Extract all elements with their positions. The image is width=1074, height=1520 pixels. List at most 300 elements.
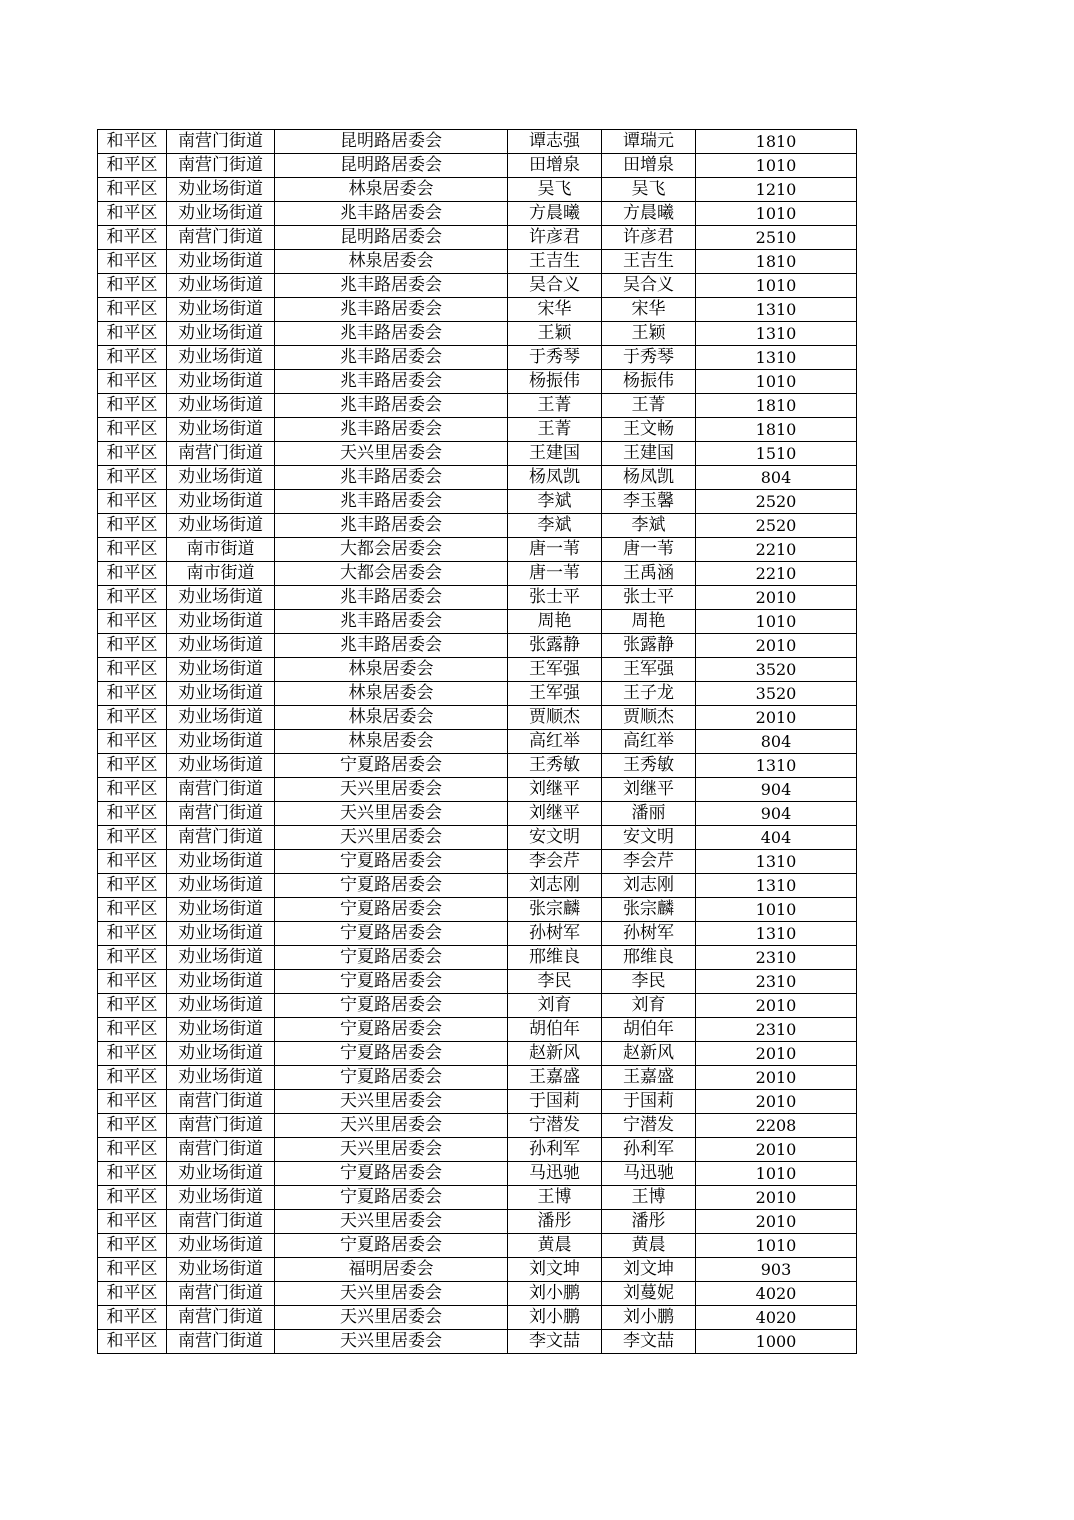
table-row [98, 1258, 857, 1282]
member-cell: 孙利军 [602, 1138, 696, 1162]
district-cell: 和平区 [98, 370, 167, 394]
applicant-cell: 王军强 [508, 682, 602, 706]
district-cell: 和平区 [98, 1066, 167, 1090]
member-cell: 刘继平 [602, 778, 696, 802]
applicant-cell: 吴合义 [508, 274, 602, 298]
member-cell: 刘蔓妮 [602, 1282, 696, 1306]
district-cell: 和平区 [98, 586, 167, 610]
district-cell: 和平区 [98, 298, 167, 322]
applicant-cell: 张宗麟 [508, 898, 602, 922]
applicant-cell: 唐一苇 [508, 538, 602, 562]
committee-cell: 宁夏路居委会 [275, 922, 508, 946]
table-row [98, 1066, 857, 1090]
number-cell: 1010 [696, 274, 857, 298]
committee-cell: 昆明路居委会 [275, 154, 508, 178]
subdistrict-cell: 劝业场街道 [167, 370, 275, 394]
committee-cell: 宁夏路居委会 [275, 994, 508, 1018]
committee-cell: 兆丰路居委会 [275, 394, 508, 418]
table-row [98, 1090, 857, 1114]
committee-cell: 宁夏路居委会 [275, 1066, 508, 1090]
table-row [98, 802, 857, 826]
district-cell: 和平区 [98, 802, 167, 826]
subdistrict-cell: 劝业场街道 [167, 418, 275, 442]
committee-cell: 天兴里居委会 [275, 1282, 508, 1306]
member-cell: 马迅驰 [602, 1162, 696, 1186]
member-cell: 宋华 [602, 298, 696, 322]
applicant-cell: 王菁 [508, 394, 602, 418]
applicant-cell: 王军强 [508, 658, 602, 682]
committee-cell: 兆丰路居委会 [275, 586, 508, 610]
table-row [98, 226, 857, 250]
applicant-cell: 李民 [508, 970, 602, 994]
applicant-cell: 黄晨 [508, 1234, 602, 1258]
member-cell: 张宗麟 [602, 898, 696, 922]
applicant-cell: 方晨曦 [508, 202, 602, 226]
number-cell: 2510 [696, 226, 857, 250]
table-row [98, 994, 857, 1018]
table-row [98, 370, 857, 394]
number-cell: 2520 [696, 490, 857, 514]
applicant-cell: 宋华 [508, 298, 602, 322]
committee-cell: 兆丰路居委会 [275, 634, 508, 658]
number-cell: 1510 [696, 442, 857, 466]
table-row [98, 898, 857, 922]
committee-cell: 天兴里居委会 [275, 778, 508, 802]
subdistrict-cell: 南营门街道 [167, 130, 275, 154]
subdistrict-cell: 劝业场街道 [167, 586, 275, 610]
applicant-cell: 杨振伟 [508, 370, 602, 394]
district-cell: 和平区 [98, 610, 167, 634]
number-cell: 2208 [696, 1114, 857, 1138]
table-row [98, 1138, 857, 1162]
table-row [98, 658, 857, 682]
member-cell: 吴合义 [602, 274, 696, 298]
number-cell: 4020 [696, 1282, 857, 1306]
table-row [98, 1042, 857, 1066]
district-cell: 和平区 [98, 1090, 167, 1114]
member-cell: 王军强 [602, 658, 696, 682]
table-row [98, 730, 857, 754]
committee-cell: 兆丰路居委会 [275, 322, 508, 346]
subdistrict-cell: 南营门街道 [167, 826, 275, 850]
number-cell: 2310 [696, 970, 857, 994]
table-row [98, 1306, 857, 1330]
applicant-cell: 赵新风 [508, 1042, 602, 1066]
district-cell: 和平区 [98, 850, 167, 874]
district-cell: 和平区 [98, 634, 167, 658]
table-row [98, 874, 857, 898]
committee-cell: 天兴里居委会 [275, 1330, 508, 1354]
subdistrict-cell: 劝业场街道 [167, 610, 275, 634]
number-cell: 1310 [696, 322, 857, 346]
subdistrict-cell: 劝业场街道 [167, 466, 275, 490]
district-cell: 和平区 [98, 1114, 167, 1138]
number-cell: 2210 [696, 538, 857, 562]
committee-cell: 昆明路居委会 [275, 130, 508, 154]
committee-cell: 林泉居委会 [275, 682, 508, 706]
applicant-cell: 许彦君 [508, 226, 602, 250]
member-cell: 王博 [602, 1186, 696, 1210]
number-cell: 1810 [696, 130, 857, 154]
number-cell: 1010 [696, 610, 857, 634]
district-cell: 和平区 [98, 442, 167, 466]
district-cell: 和平区 [98, 946, 167, 970]
table-body [98, 130, 857, 1354]
number-cell: 903 [696, 1258, 857, 1282]
subdistrict-cell: 劝业场街道 [167, 970, 275, 994]
district-cell: 和平区 [98, 490, 167, 514]
member-cell: 方晨曦 [602, 202, 696, 226]
subdistrict-cell: 劝业场街道 [167, 1042, 275, 1066]
number-cell: 2520 [696, 514, 857, 538]
number-cell: 804 [696, 466, 857, 490]
member-cell: 谭瑞元 [602, 130, 696, 154]
number-cell: 1210 [696, 178, 857, 202]
number-cell: 1010 [696, 154, 857, 178]
district-cell: 和平区 [98, 1306, 167, 1330]
committee-cell: 兆丰路居委会 [275, 610, 508, 634]
applicant-cell: 宁潜发 [508, 1114, 602, 1138]
district-cell: 和平区 [98, 1186, 167, 1210]
committee-cell: 林泉居委会 [275, 706, 508, 730]
number-cell: 4020 [696, 1306, 857, 1330]
number-cell: 2010 [696, 634, 857, 658]
applicant-cell: 周艳 [508, 610, 602, 634]
number-cell: 1310 [696, 754, 857, 778]
committee-cell: 宁夏路居委会 [275, 1162, 508, 1186]
district-cell: 和平区 [98, 130, 167, 154]
subdistrict-cell: 南市街道 [167, 562, 275, 586]
committee-cell: 兆丰路居委会 [275, 418, 508, 442]
table-row [98, 514, 857, 538]
number-cell: 2010 [696, 586, 857, 610]
district-cell: 和平区 [98, 202, 167, 226]
table-row [98, 1330, 857, 1354]
number-cell: 1000 [696, 1330, 857, 1354]
committee-cell: 宁夏路居委会 [275, 1018, 508, 1042]
number-cell: 1010 [696, 1234, 857, 1258]
subdistrict-cell: 劝业场街道 [167, 946, 275, 970]
table-row [98, 922, 857, 946]
member-cell: 赵新风 [602, 1042, 696, 1066]
district-cell: 和平区 [98, 562, 167, 586]
number-cell: 2010 [696, 1138, 857, 1162]
member-cell: 杨凤凯 [602, 466, 696, 490]
subdistrict-cell: 劝业场街道 [167, 202, 275, 226]
number-cell: 3520 [696, 682, 857, 706]
applicant-cell: 刘小鹏 [508, 1306, 602, 1330]
applicant-cell: 李斌 [508, 490, 602, 514]
committee-cell: 大都会居委会 [275, 538, 508, 562]
subdistrict-cell: 劝业场街道 [167, 1186, 275, 1210]
table-row [98, 322, 857, 346]
district-cell: 和平区 [98, 154, 167, 178]
table-row [98, 970, 857, 994]
district-cell: 和平区 [98, 778, 167, 802]
number-cell: 904 [696, 802, 857, 826]
district-cell: 和平区 [98, 706, 167, 730]
district-cell: 和平区 [98, 1210, 167, 1234]
committee-cell: 宁夏路居委会 [275, 1186, 508, 1210]
district-cell: 和平区 [98, 178, 167, 202]
district-cell: 和平区 [98, 466, 167, 490]
applicant-cell: 刘小鹏 [508, 1282, 602, 1306]
table-row [98, 778, 857, 802]
residents-table [97, 129, 857, 1354]
table-row [98, 202, 857, 226]
member-cell: 杨振伟 [602, 370, 696, 394]
district-cell: 和平区 [98, 1282, 167, 1306]
subdistrict-cell: 劝业场街道 [167, 874, 275, 898]
subdistrict-cell: 南营门街道 [167, 154, 275, 178]
number-cell: 1010 [696, 370, 857, 394]
table-row [98, 826, 857, 850]
table-row [98, 154, 857, 178]
number-cell: 1310 [696, 922, 857, 946]
member-cell: 王吉生 [602, 250, 696, 274]
member-cell: 张露静 [602, 634, 696, 658]
number-cell: 1310 [696, 874, 857, 898]
number-cell: 2010 [696, 1186, 857, 1210]
committee-cell: 天兴里居委会 [275, 1090, 508, 1114]
member-cell: 李玉馨 [602, 490, 696, 514]
subdistrict-cell: 南营门街道 [167, 1330, 275, 1354]
applicant-cell: 刘志刚 [508, 874, 602, 898]
subdistrict-cell: 劝业场街道 [167, 298, 275, 322]
member-cell: 李斌 [602, 514, 696, 538]
subdistrict-cell: 劝业场街道 [167, 322, 275, 346]
subdistrict-cell: 劝业场街道 [167, 178, 275, 202]
table-row [98, 1162, 857, 1186]
committee-cell: 昆明路居委会 [275, 226, 508, 250]
table-row [98, 754, 857, 778]
district-cell: 和平区 [98, 538, 167, 562]
district-cell: 和平区 [98, 322, 167, 346]
number-cell: 404 [696, 826, 857, 850]
applicant-cell: 王建国 [508, 442, 602, 466]
district-cell: 和平区 [98, 826, 167, 850]
number-cell: 1010 [696, 1162, 857, 1186]
table-row [98, 466, 857, 490]
member-cell: 王禹涵 [602, 562, 696, 586]
table-row [98, 1234, 857, 1258]
committee-cell: 宁夏路居委会 [275, 1042, 508, 1066]
committee-cell: 林泉居委会 [275, 178, 508, 202]
applicant-cell: 潘彤 [508, 1210, 602, 1234]
district-cell: 和平区 [98, 754, 167, 778]
subdistrict-cell: 劝业场街道 [167, 730, 275, 754]
number-cell: 2310 [696, 946, 857, 970]
table-row [98, 442, 857, 466]
applicant-cell: 王秀敏 [508, 754, 602, 778]
table-row [98, 1114, 857, 1138]
number-cell: 1310 [696, 298, 857, 322]
committee-cell: 福明居委会 [275, 1258, 508, 1282]
member-cell: 刘文坤 [602, 1258, 696, 1282]
applicant-cell: 于国莉 [508, 1090, 602, 1114]
subdistrict-cell: 劝业场街道 [167, 1258, 275, 1282]
table-row [98, 706, 857, 730]
table-row [98, 610, 857, 634]
number-cell: 1810 [696, 418, 857, 442]
member-cell: 孙树军 [602, 922, 696, 946]
district-cell: 和平区 [98, 898, 167, 922]
table-row [98, 418, 857, 442]
subdistrict-cell: 劝业场街道 [167, 754, 275, 778]
applicant-cell: 刘继平 [508, 802, 602, 826]
member-cell: 王嘉盛 [602, 1066, 696, 1090]
member-cell: 胡伯年 [602, 1018, 696, 1042]
committee-cell: 天兴里居委会 [275, 802, 508, 826]
district-cell: 和平区 [98, 346, 167, 370]
subdistrict-cell: 南营门街道 [167, 1282, 275, 1306]
member-cell: 周艳 [602, 610, 696, 634]
table-row [98, 1018, 857, 1042]
member-cell: 田增泉 [602, 154, 696, 178]
applicant-cell: 张士平 [508, 586, 602, 610]
table-row [98, 562, 857, 586]
number-cell: 1010 [696, 202, 857, 226]
subdistrict-cell: 南营门街道 [167, 778, 275, 802]
member-cell: 刘志刚 [602, 874, 696, 898]
district-cell: 和平区 [98, 418, 167, 442]
subdistrict-cell: 南市街道 [167, 538, 275, 562]
applicant-cell: 邢维良 [508, 946, 602, 970]
member-cell: 黄晨 [602, 1234, 696, 1258]
committee-cell: 宁夏路居委会 [275, 1234, 508, 1258]
table-row [98, 1282, 857, 1306]
committee-cell: 天兴里居委会 [275, 1306, 508, 1330]
district-cell: 和平区 [98, 1234, 167, 1258]
subdistrict-cell: 南营门街道 [167, 802, 275, 826]
member-cell: 潘彤 [602, 1210, 696, 1234]
table-row [98, 1186, 857, 1210]
member-cell: 张士平 [602, 586, 696, 610]
member-cell: 刘小鹏 [602, 1306, 696, 1330]
member-cell: 李文喆 [602, 1330, 696, 1354]
subdistrict-cell: 劝业场街道 [167, 658, 275, 682]
committee-cell: 宁夏路居委会 [275, 850, 508, 874]
subdistrict-cell: 劝业场街道 [167, 250, 275, 274]
table-row [98, 682, 857, 706]
applicant-cell: 于秀琴 [508, 346, 602, 370]
table-row [98, 490, 857, 514]
subdistrict-cell: 南营门街道 [167, 442, 275, 466]
member-cell: 唐一苇 [602, 538, 696, 562]
member-cell: 邢维良 [602, 946, 696, 970]
applicant-cell: 贾顺杰 [508, 706, 602, 730]
committee-cell: 林泉居委会 [275, 658, 508, 682]
committee-cell: 兆丰路居委会 [275, 490, 508, 514]
subdistrict-cell: 南营门街道 [167, 1306, 275, 1330]
applicant-cell: 王菁 [508, 418, 602, 442]
subdistrict-cell: 南营门街道 [167, 1138, 275, 1162]
table-row [98, 274, 857, 298]
number-cell: 1310 [696, 850, 857, 874]
district-cell: 和平区 [98, 1138, 167, 1162]
applicant-cell: 马迅驰 [508, 1162, 602, 1186]
member-cell: 贾顺杰 [602, 706, 696, 730]
number-cell: 2010 [696, 994, 857, 1018]
committee-cell: 兆丰路居委会 [275, 466, 508, 490]
applicant-cell: 刘文坤 [508, 1258, 602, 1282]
member-cell: 李会芹 [602, 850, 696, 874]
committee-cell: 宁夏路居委会 [275, 754, 508, 778]
table-row [98, 634, 857, 658]
member-cell: 潘丽 [602, 802, 696, 826]
subdistrict-cell: 南营门街道 [167, 1090, 275, 1114]
table-row [98, 586, 857, 610]
committee-cell: 宁夏路居委会 [275, 898, 508, 922]
member-cell: 王子龙 [602, 682, 696, 706]
table-row [98, 1210, 857, 1234]
subdistrict-cell: 劝业场街道 [167, 1018, 275, 1042]
member-cell: 吴飞 [602, 178, 696, 202]
applicant-cell: 吴飞 [508, 178, 602, 202]
committee-cell: 宁夏路居委会 [275, 970, 508, 994]
district-cell: 和平区 [98, 514, 167, 538]
subdistrict-cell: 劝业场街道 [167, 994, 275, 1018]
member-cell: 安文明 [602, 826, 696, 850]
applicant-cell: 王吉生 [508, 250, 602, 274]
committee-cell: 兆丰路居委会 [275, 202, 508, 226]
district-cell: 和平区 [98, 274, 167, 298]
committee-cell: 天兴里居委会 [275, 1210, 508, 1234]
member-cell: 王颖 [602, 322, 696, 346]
district-cell: 和平区 [98, 994, 167, 1018]
subdistrict-cell: 劝业场街道 [167, 682, 275, 706]
district-cell: 和平区 [98, 226, 167, 250]
committee-cell: 林泉居委会 [275, 730, 508, 754]
subdistrict-cell: 劝业场街道 [167, 1066, 275, 1090]
member-cell: 李民 [602, 970, 696, 994]
committee-cell: 天兴里居委会 [275, 1114, 508, 1138]
subdistrict-cell: 南营门街道 [167, 226, 275, 250]
number-cell: 1010 [696, 898, 857, 922]
number-cell: 2010 [696, 706, 857, 730]
number-cell: 804 [696, 730, 857, 754]
district-cell: 和平区 [98, 250, 167, 274]
applicant-cell: 高红举 [508, 730, 602, 754]
subdistrict-cell: 劝业场街道 [167, 634, 275, 658]
table-row [98, 178, 857, 202]
district-cell: 和平区 [98, 1330, 167, 1354]
number-cell: 2010 [696, 1066, 857, 1090]
applicant-cell: 孙树军 [508, 922, 602, 946]
district-cell: 和平区 [98, 1042, 167, 1066]
committee-cell: 宁夏路居委会 [275, 874, 508, 898]
district-cell: 和平区 [98, 682, 167, 706]
member-cell: 王菁 [602, 394, 696, 418]
member-cell: 王文畅 [602, 418, 696, 442]
table-row [98, 538, 857, 562]
committee-cell: 兆丰路居委会 [275, 274, 508, 298]
member-cell: 高红举 [602, 730, 696, 754]
applicant-cell: 谭志强 [508, 130, 602, 154]
committee-cell: 宁夏路居委会 [275, 946, 508, 970]
committee-cell: 天兴里居委会 [275, 1138, 508, 1162]
number-cell: 904 [696, 778, 857, 802]
number-cell: 1810 [696, 250, 857, 274]
member-cell: 王秀敏 [602, 754, 696, 778]
number-cell: 2310 [696, 1018, 857, 1042]
applicant-cell: 王颖 [508, 322, 602, 346]
applicant-cell: 胡伯年 [508, 1018, 602, 1042]
number-cell: 1310 [696, 346, 857, 370]
district-cell: 和平区 [98, 658, 167, 682]
table-row [98, 130, 857, 154]
member-cell: 王建国 [602, 442, 696, 466]
